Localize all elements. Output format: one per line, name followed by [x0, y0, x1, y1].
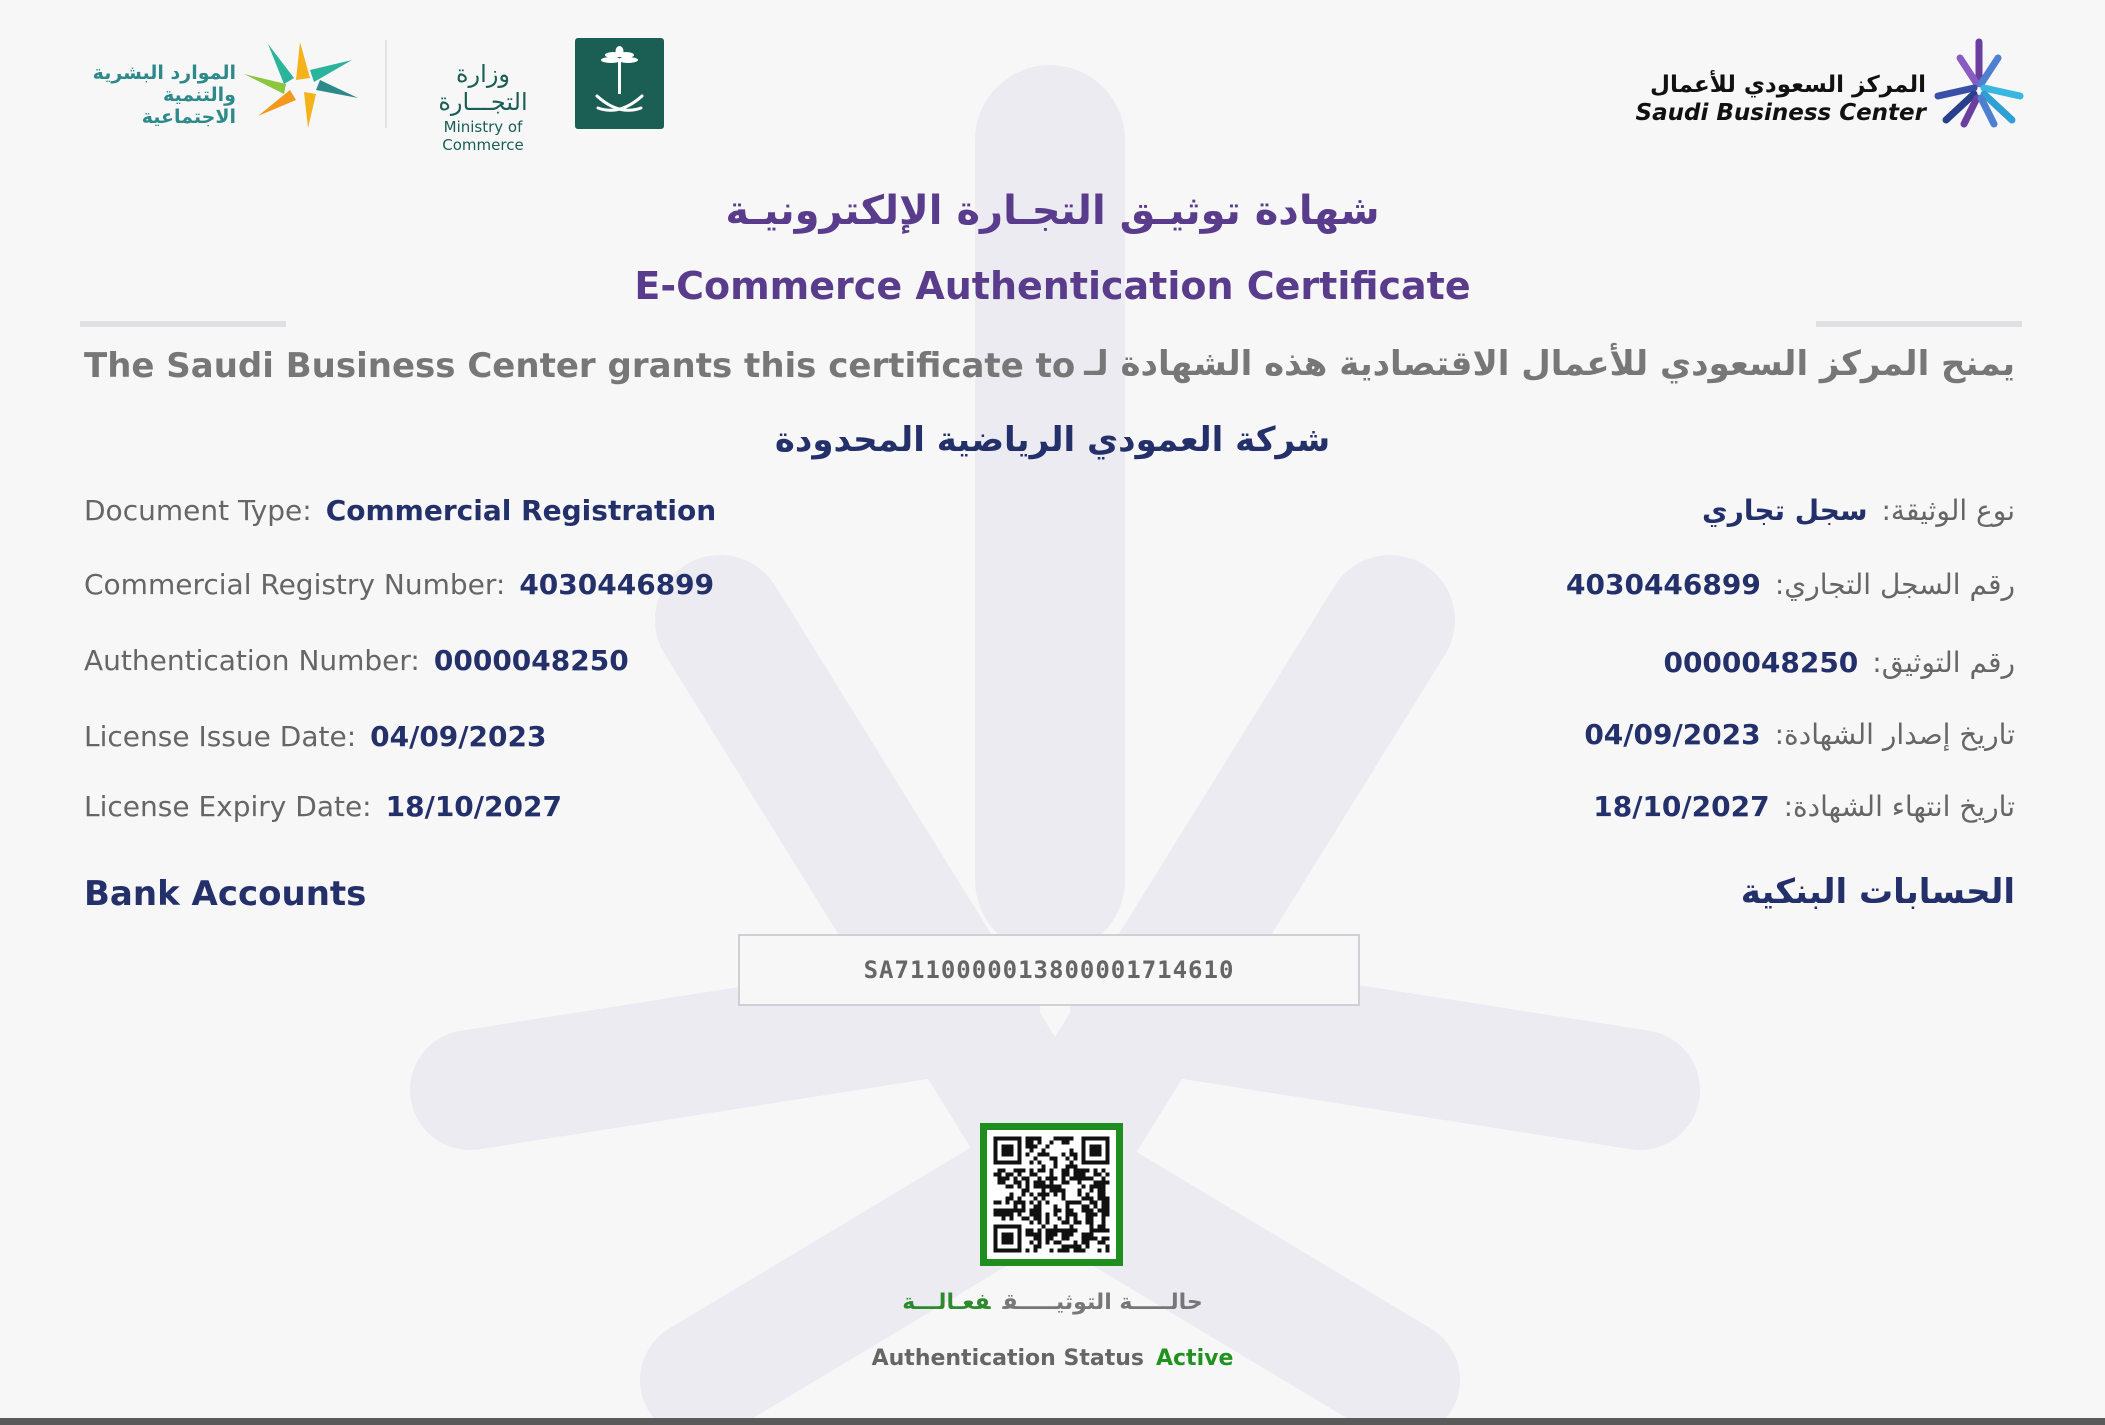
- sbc-logo-text: [1620, 72, 1926, 126]
- field-issue-date-ar: [1584, 718, 2015, 751]
- field-expiry-date-ar: [1593, 790, 2015, 823]
- field-expiry-date-en: [84, 790, 562, 823]
- hrsd-star-icon: [238, 38, 362, 130]
- status-label-en: Authentication Status: [871, 1346, 1144, 1371]
- field-cr-number-ar: [1566, 568, 2015, 601]
- hrsd-logo-text: [68, 62, 236, 128]
- certificate-title-ar: شهادة توثيـق التجـارة الإلكترونيـة: [725, 188, 1380, 234]
- field-value: 04/09/2023: [1584, 718, 1761, 751]
- field-label: License Expiry Date:: [84, 790, 372, 823]
- field-value: 18/10/2027: [1593, 790, 1770, 823]
- iban-box: SA7110000013800001714610: [738, 934, 1360, 1006]
- field-value: 04/09/2023: [370, 720, 547, 753]
- field-label: Authentication Number:: [84, 644, 420, 677]
- divider-left: [80, 321, 286, 327]
- status-value-ar: فعـالـــة: [902, 1290, 991, 1315]
- grant-statement-ar: يمنح المركز السعودي للأعمال الاقتصادية هذه الشهادة لـ: [1084, 344, 2015, 384]
- company-name: شركة العمودي الرياضية المحدودة: [774, 420, 1331, 460]
- grant-statement-en: The Saudi Business Center grants this certificate to: [84, 346, 1076, 386]
- field-cr-number-en: [84, 568, 714, 601]
- field-issue-date-en: [84, 720, 546, 753]
- field-value: Commercial Registration: [325, 494, 717, 527]
- logo-separator: [385, 40, 387, 128]
- sbc-name-en: Saudi Business Center: [1635, 100, 1926, 126]
- status-label-ar: حالـــــة التوثيـــــق: [1002, 1290, 1203, 1315]
- field-auth-number-ar: [1663, 646, 2015, 679]
- field-auth-number-en: [84, 644, 629, 677]
- field-label: License Issue Date:: [84, 720, 357, 753]
- hrsd-name-line1: الموارد البشرية: [92, 62, 236, 84]
- field-label: تاريخ انتهاء الشهادة:: [1783, 790, 2015, 823]
- auth-status-ar: [0, 1290, 2105, 1315]
- hrsd-name-line2: والتنمية الاجتماعية: [141, 84, 236, 128]
- field-value: 0000048250: [433, 644, 629, 677]
- divider-right: [1816, 321, 2022, 327]
- field-label: رقم السجل التجاري:: [1774, 568, 2015, 601]
- status-value-en: Active: [1155, 1346, 1234, 1371]
- field-label: Commercial Registry Number:: [84, 568, 506, 601]
- field-label: تاريخ إصدار الشهادة:: [1774, 718, 2015, 751]
- sbc-star-icon: [1932, 36, 2026, 128]
- auth-status-en: [0, 1346, 2105, 1371]
- field-document-type-ar: [1702, 494, 2015, 527]
- field-value: 18/10/2027: [385, 790, 562, 823]
- moc-name-ar: وزارة التجـــارة: [438, 60, 528, 116]
- moc-logo-text: [408, 60, 558, 154]
- field-label: نوع الوثيقة:: [1881, 494, 2015, 527]
- bottom-border: [0, 1418, 2105, 1425]
- field-value: 4030446899: [519, 568, 715, 601]
- sbc-name-ar: المركز السعودي للأعمال: [1650, 72, 1926, 98]
- field-document-type-en: [84, 494, 716, 527]
- field-value: 0000048250: [1663, 646, 1859, 679]
- moc-name-en: Ministry of Commerce: [442, 118, 524, 154]
- saudi-emblem-icon: [575, 38, 664, 129]
- qr-code-icon[interactable]: [980, 1123, 1123, 1266]
- field-value: 4030446899: [1566, 568, 1761, 601]
- field-value: سجل تجاري: [1702, 494, 1868, 527]
- field-label: رقم التوثيق:: [1872, 646, 2015, 679]
- bank-accounts-title-ar: الحسابات البنكية: [1740, 872, 2015, 912]
- certificate-title-en: E-Commerce Authentication Certificate: [634, 264, 1471, 308]
- field-label: Document Type:: [84, 494, 312, 527]
- bank-accounts-title-en: Bank Accounts: [84, 874, 367, 914]
